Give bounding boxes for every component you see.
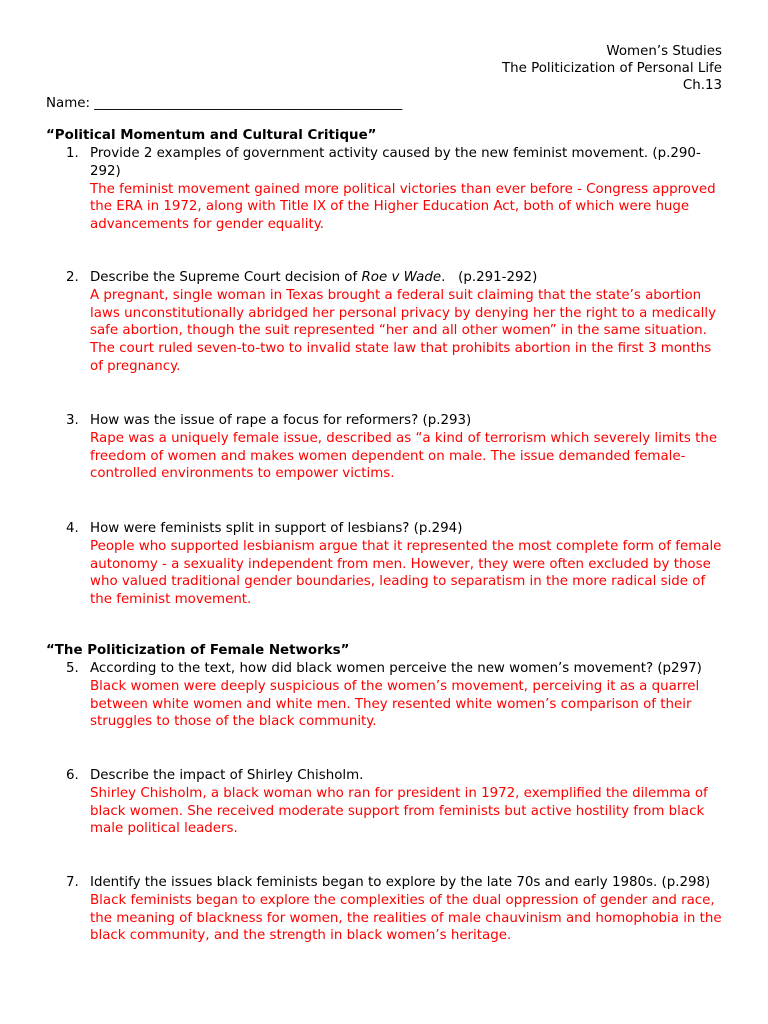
- name-field: Name: ______________________________________________: [46, 96, 403, 111]
- question-prompt: How were feminists split in support of lesbians? (p.294): [90, 521, 463, 536]
- question-4: [66, 520, 726, 609]
- question-2: [66, 269, 726, 376]
- question-prompt: According to the text, how did black women perceive the new women’s movement? (p297): [90, 661, 702, 676]
- question-number: 4.: [66, 521, 79, 536]
- question-prompt: How was the issue of rape a focus for reformers? (p.293): [90, 413, 472, 428]
- course-name: Women’s Studies: [606, 44, 722, 59]
- question-number: 3.: [66, 413, 79, 428]
- chapter-label: Ch.13: [682, 77, 722, 93]
- case-name: Roe v Wade: [361, 270, 442, 285]
- topic-title: The Politicization of Personal Life: [501, 60, 722, 76]
- question-7: [66, 874, 726, 945]
- question-answer: The feminist movement gained more political victories than ever before - Congress approved the ERA in 1972, along with Title IX of the Higher Education Act, both of which were huge advancements for gender equality.: [90, 181, 716, 233]
- section-title-female-networks: “The Politicization of Female Networks”: [46, 643, 350, 658]
- question-answer: Shirley Chisholm, a black woman who ran for president in 1972, exemplified the dilemma of black women. She received moderate support from feminists but active hostility from black male political leaders.: [90, 785, 708, 837]
- question-answer: Black feminists began to explore the complexities of the dual oppression of gender and race, the meaning of blackness for women, the realities of male chauvinism and homophobia in the black community, and the strength in black women’s heritage.: [90, 892, 722, 944]
- question-answer: Rape was a uniquely female issue, described as “a kind of terrorism which severely limits the freedom of women and makes women dependent on male. The issue demanded female-controlled environments to empower victims.: [90, 430, 718, 482]
- question-prompt: Describe the impact of Shirley Chisholm.: [90, 768, 364, 783]
- question-5: [66, 660, 726, 731]
- question-number: 6.: [66, 768, 79, 783]
- course-header: [502, 44, 722, 94]
- question-3: [66, 412, 726, 483]
- prompt-text: Describe the Supreme Court decision of: [90, 270, 362, 285]
- question-6: [66, 767, 726, 838]
- question-prompt: Identify the issues black feminists began to explore by the late 70s and early 1980s. (p.298): [90, 875, 711, 890]
- question-answer: A pregnant, single woman in Texas brought a federal suit claiming that the state’s abortion laws unconstitutionally abridged her personal privacy by denying her the right to a medically safe abortion, though the suit represented “her and all other women” in the same situation. The court ruled seven-to-two to invalid state law that prohibits abortion in the first 3 months of pregnancy.: [90, 287, 717, 374]
- section-title-political-momentum: “Political Momentum and Cultural Critique”: [46, 128, 377, 143]
- question-number: 2.: [66, 270, 79, 285]
- question-number: 1.: [66, 146, 79, 161]
- question-number: 7.: [66, 875, 79, 890]
- question-answer: Black women were deeply suspicious of the women’s movement, perceiving it as a quarrel between white women and white men. They resented white women’s comparison of their struggles to those of the black community.: [90, 678, 700, 730]
- question-prompt: Provide 2 examples of government activity caused by the new feminist movement. (p.290-292): [90, 146, 701, 179]
- prompt-page-ref: . (p.291-292): [441, 270, 538, 285]
- question-answer: People who supported lesbianism argue that it represented the most complete form of female autonomy - a sexuality independent from men. However, they were often excluded by those who valued traditional gender boundaries, leading to separatism in the more radical side of the feminist movement.: [90, 538, 722, 608]
- question-number: 5.: [66, 661, 79, 676]
- question-prompt: [90, 269, 726, 287]
- question-1: [66, 145, 726, 234]
